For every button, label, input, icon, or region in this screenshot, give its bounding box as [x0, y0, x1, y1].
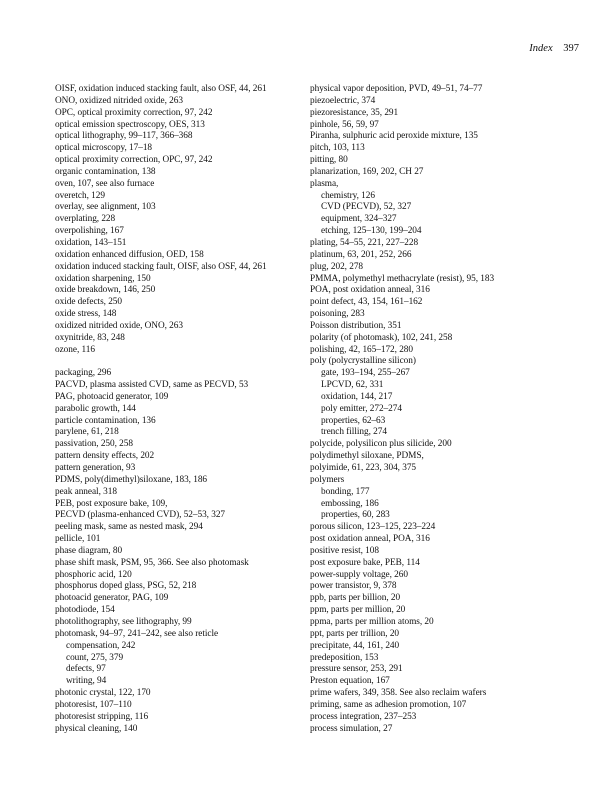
index-entry: photolithography, see lithography, 99 [55, 616, 192, 627]
index-entry: positive resist, 108 [310, 545, 379, 556]
index-entry: overetch, 129 [55, 190, 105, 201]
index-entry: PMMA, polymethyl methacrylate (resist), 95, 183 [310, 273, 495, 284]
index-entry: piezoresistance, 35, 291 [310, 107, 399, 118]
index-subentry: count, 275, 379 [66, 652, 124, 663]
index-entry: photomask, 94–97, 241–242, see also reticle [55, 628, 219, 639]
index-subentry: embossing, 186 [321, 498, 379, 509]
index-subentry: compensation, 242 [66, 640, 136, 651]
index-entry: polycide, polysilicon plus silicide, 200 [310, 439, 452, 450]
index-entry: oxidation induced stacking fault, OISF, also OSF, 44, 261 [55, 261, 267, 272]
index-entry: ppt, parts per trillion, 20 [310, 628, 400, 639]
index-entry: platinum, 63, 201, 252, 266 [310, 249, 412, 260]
index-subentry: properties, 62–63 [321, 415, 386, 426]
index-entry: precipitate, 44, 161, 240 [310, 640, 400, 651]
index-entry: pitch, 103, 113 [310, 143, 365, 154]
index-entry: pattern generation, 93 [55, 463, 136, 473]
index-subentry: equipment, 324–327 [321, 214, 397, 225]
index-entry: oxidation, 143–151 [55, 237, 127, 248]
index-entry: packaging, 296 [55, 368, 112, 379]
index-entry: ozone, 116 [55, 344, 95, 355]
index-entry: PDMS, poly(dimethyl)siloxane, 183, 186 [55, 474, 208, 485]
index-entry: parylene, 61, 218 [55, 427, 119, 438]
index-column-left [55, 84, 305, 735]
index-entry: plug, 202, 278 [310, 261, 364, 272]
index-entry: POA, post oxidation anneal, 316 [310, 285, 430, 296]
index-entry: pinhole, 56, 59, 97 [310, 119, 379, 130]
index-entry: optical microscopy, 17–18 [55, 143, 153, 154]
page-number: 397 [563, 43, 579, 54]
index-entry: peeling mask, same as nested mask, 294 [55, 522, 203, 533]
index-entry: OISF, oxidation induced stacking fault, also OSF, 44, 261 [55, 84, 267, 94]
index-subentry: bonding, 177 [321, 486, 370, 497]
index-entry: parabolic growth, 144 [55, 403, 136, 414]
index-subentry: trench filling, 274 [321, 427, 387, 438]
index-entry: physical vapor deposition, PVD, 49–51, 74–77 [310, 84, 483, 94]
index-entry: OPC, optical proximity correction, 97, 242 [55, 107, 213, 118]
index-entry: priming, same as adhesion promotion, 107 [310, 699, 467, 710]
index-entry: optical emission spectroscopy, OES, 313 [55, 119, 205, 130]
index-entry: oxide defects, 250 [55, 297, 122, 308]
index-subentry: CVD (PECVD), 52, 327 [321, 202, 412, 213]
index-entry: process simulation, 27 [310, 723, 393, 734]
index-entry: ppma, parts per million atoms, 20 [310, 616, 434, 627]
index-column-right [310, 84, 560, 735]
index-entry: optical lithography, 99–117, 366–368 [55, 131, 193, 142]
index-entry: polishing, 42, 165–172, 280 [310, 344, 413, 355]
index-entry: PACVD, plasma assisted CVD, same as PECVD, 53 [55, 380, 249, 391]
index-entry: ppm, parts per million, 20 [310, 605, 406, 616]
index-entry: oxide breakdown, 146, 250 [55, 285, 156, 296]
index-entry: plasma, [310, 178, 339, 189]
index-entry: pattern density effects, 202 [55, 451, 155, 462]
index-entry: post exposure bake, PEB, 114 [310, 557, 420, 568]
index-entry: photonic crystal, 122, 170 [55, 688, 151, 699]
index-entry: oxide stress, 148 [55, 309, 117, 320]
index-entry: phosphorus doped glass, PSG, 52, 218 [55, 581, 197, 592]
index-entry: oven, 107, see also furnace [55, 178, 155, 189]
running-header [529, 42, 579, 56]
index-entry: post oxidation anneal, POA, 316 [310, 534, 430, 545]
index-entry: peak anneal, 318 [55, 486, 117, 497]
index-entry: pellicle, 101 [55, 534, 101, 545]
index-entry: passivation, 250, 258 [55, 439, 133, 450]
index-subentry: chemistry, 126 [321, 190, 375, 201]
index-entry: particle contamination, 136 [55, 415, 156, 426]
index-subentry: defects, 97 [66, 664, 106, 675]
index-entry: PAG, photoacid generator, 109 [55, 391, 169, 402]
index-entry: polymers [310, 474, 345, 485]
index-entry: PEB, post exposure bake, 109, [55, 498, 168, 509]
index-entry: Piranha, sulphuric acid peroxide mixture, 135 [310, 131, 478, 142]
index-entry: overplating, 228 [55, 214, 116, 225]
index-entry: oxidation sharpening, 150 [55, 273, 151, 284]
index-subentry: writing, 94 [66, 676, 107, 687]
index-entry: power-supply voltage, 260 [310, 569, 408, 580]
index-entry: process integration, 237–253 [310, 711, 417, 722]
index-entry: pitting, 80 [310, 155, 348, 166]
index-entry: phase shift mask, PSM, 95, 366. See also photomask [55, 557, 249, 568]
index-entry: PECVD (plasma-enhanced CVD), 52–53, 327 [55, 510, 226, 521]
index-entry: planarization, 169, 202, CH 27 [310, 166, 424, 177]
index-entry: optical proximity correction, OPC, 97, 242 [55, 155, 213, 166]
index-entry: phosphoric acid, 120 [55, 569, 132, 580]
index-entry: overpolishing, 167 [55, 226, 124, 237]
index-entry: ppb, parts per billion, 20 [310, 593, 401, 604]
index-entry: photoresist, 107–110 [55, 699, 132, 710]
index-entry: predeposition, 153 [310, 652, 379, 663]
index-entry: power transistor, 9, 378 [310, 581, 397, 592]
index-entry: pressure sensor, 253, 291 [310, 664, 403, 675]
index-subentry: oxidation, 144, 217 [321, 391, 393, 402]
index-entry: polydimethyl siloxane, PDMS, [310, 451, 424, 462]
index-entry: photoresist stripping, 116 [55, 711, 149, 722]
index-entry: poisoning, 283 [310, 309, 365, 320]
index-entry: oxynitride, 83, 248 [55, 332, 125, 343]
index-entry: phase diagram, 80 [55, 545, 123, 556]
index-entry: plating, 54–55, 221, 227–228 [310, 237, 419, 248]
index-entry: oxidized nitrided oxide, ONO, 263 [55, 320, 183, 331]
section-spacer [55, 356, 305, 368]
index-entry: organic contamination, 138 [55, 166, 156, 177]
index-subentry: gate, 193–194, 255–267 [321, 368, 410, 379]
index-subentry: poly emitter, 272–274 [321, 403, 402, 414]
index-subentry: LPCVD, 62, 331 [321, 380, 384, 391]
index-entry: physical cleaning, 140 [55, 723, 138, 734]
index-entry: photodiode, 154 [55, 605, 115, 616]
index-entry: photoacid generator, PAG, 109 [55, 593, 169, 604]
index-entry: Poisson distribution, 351 [310, 320, 402, 331]
index-entry: polarity (of photomask), 102, 241, 258 [310, 332, 453, 343]
index-subentry: properties, 60, 283 [321, 510, 390, 521]
index-entry: oxidation enhanced diffusion, OED, 158 [55, 249, 204, 260]
index-entry: polyimide, 61, 223, 304, 375 [310, 463, 417, 473]
section-title: Index [529, 43, 553, 54]
index-entry: porous silicon, 123–125, 223–224 [310, 522, 436, 533]
index-entry: poly (polycrystalline silicon) [310, 356, 416, 367]
index-entry: ONO, oxidized nitrided oxide, 263 [55, 95, 183, 106]
index-subentry: etching, 125–130, 199–204 [321, 226, 422, 237]
index-entry: prime wafers, 349, 358. See also reclaim wafers [310, 688, 487, 699]
index-entry: Preston equation, 167 [310, 676, 390, 687]
index-entry: piezoelectric, 374 [310, 95, 376, 106]
index-entry: overlay, see alignment, 103 [55, 202, 156, 213]
index-entry: point defect, 43, 154, 161–162 [310, 297, 423, 308]
